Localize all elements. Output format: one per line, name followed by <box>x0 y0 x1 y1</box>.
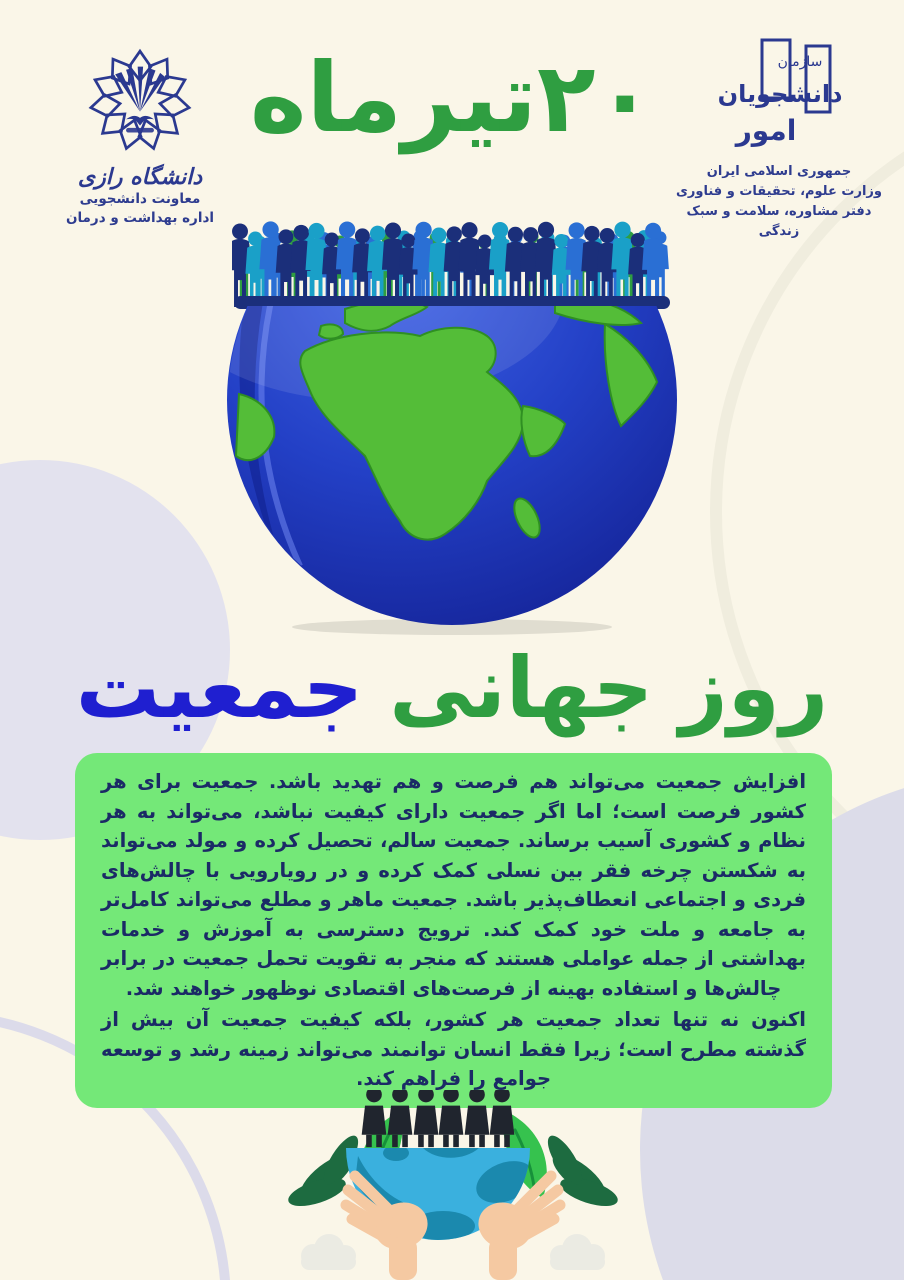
body-paragraph-2: اکنون نه تنها تعداد جمعیت هر کشور، بلکه کیفیت جمعیت آن بیش از گذشته مطرح است؛ زیرا فقط انسان توانمند می‌تواند زمینه رشد و توسعه جوامع را فراهم کند. <box>101 1008 806 1090</box>
page-title <box>0 638 904 739</box>
hands-holding-globe-illustration <box>283 1090 623 1280</box>
org-subline-2: وزارت علوم، تحقیقات و فناوری <box>676 184 882 199</box>
university-subline-1: معاونت دانشجویی <box>79 191 201 207</box>
university-subline-2: اداره بهداشت و درمان <box>65 210 215 226</box>
org-subline-3: دفتر مشاوره، سلامت و سبک زندگی <box>686 204 872 239</box>
title-word-jahani: جهانی <box>389 639 654 737</box>
globe-illustration <box>225 306 680 636</box>
date-title: ۲۰تیرماه <box>249 42 655 154</box>
university-name: دانشگاه رازی <box>77 164 203 190</box>
razi-university-emblem-icon <box>78 42 202 158</box>
body-paragraph-1: افزایش جمعیت می‌تواند هم فرصت و هم تهدید باشد. جمعیت برای هر کشور فرصت است؛ اما اگر جمعیت دارای کیفیت نباشد، می‌تواند به هر نظام و کشوری آسیب برساند. جمعیت سالم، تحصیل کرده و مولد می‌تواند به شکستن چرخه فقر بین نسلی کمک کرده و در رویارویی با چالش‌های فردی و اجتماعی انعطاف‌پذیر باشد. جمعیت ماهر و مطلع می‌تواند کامل‌تر به جامعه و ملت خود کمک کند. ترویج دسترسی به آموزش و خدمات بهداشتی از جمله عواملی هستند که منجر به تقویت تحمل جمعیت در برابر چالش‌ها و استفاده بهینه از فرصت‌های اقتصادی نوظهور خواهند شد. <box>101 770 806 1000</box>
student-affairs-emblem-icon <box>704 36 854 158</box>
crowd-illustration <box>232 200 672 314</box>
body-text-box <box>75 753 832 1108</box>
student-affairs-logo-block <box>664 36 894 242</box>
cloud-right-icon <box>550 1234 605 1270</box>
org-word-big1: دانشجویان <box>717 80 843 108</box>
org-word-big2: امور <box>735 114 797 147</box>
title-word-rooz: روز <box>679 639 829 737</box>
razi-university-logo-block <box>40 42 240 228</box>
cloud-left-icon <box>301 1234 356 1270</box>
org-word-small: سازمان <box>777 54 823 70</box>
org-subline-1: جمهوری اسلامی ایران <box>706 164 852 179</box>
title-word-jamiat: جمعیت <box>75 639 364 737</box>
